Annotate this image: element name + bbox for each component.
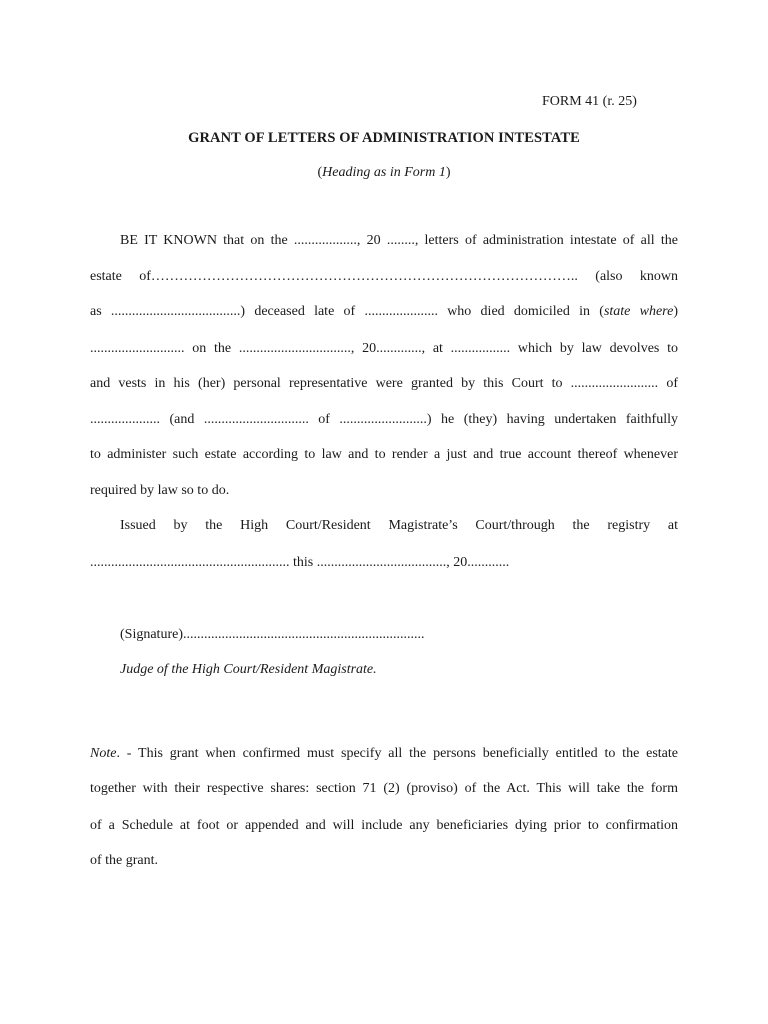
subtitle-open: ( xyxy=(317,165,323,180)
body-line-8: required by law so to do. xyxy=(90,483,230,498)
body-line-1: BE IT KNOWN that on the .................., 20 ........, letters of administration intestate of all the xyxy=(120,233,678,248)
body-line-2: estate of……………………………………………………………………………….. (also known xyxy=(90,269,678,284)
body-line-3-italic: state where xyxy=(603,304,674,319)
subtitle-close: ) xyxy=(445,165,451,180)
form-number: FORM 41 (r. 25) xyxy=(542,94,637,109)
body-line-6: .................... (and .............................. of .........................) he (they) having undertaken faithfully xyxy=(90,412,678,427)
subtitle-italic: Heading as in Form 1 xyxy=(322,165,446,180)
note-label: Note xyxy=(90,746,117,761)
body-line-4: ........................... on the ................................, 20............., at ................. which by law devolves to xyxy=(90,341,678,356)
document-subtitle xyxy=(90,164,678,182)
body-line-5: and vests in his (her) personal representative were granted by this Court to ......................... of xyxy=(90,376,678,391)
body-line-7: to administer such estate according to law and to render a just and true account thereof whenever xyxy=(90,447,678,462)
body-line-3-a: as .....................................) deceased late of ..................... who died domiciled in ( xyxy=(90,304,604,319)
note-line-2: together with their respective shares: section 71 (2) (proviso) of the Act. This will take the form xyxy=(90,781,678,796)
signature-line: (Signature)..................................................................... xyxy=(120,627,425,642)
body-line-9: Issued by the High Court/Resident Magistrate’s Court/through the registry at xyxy=(120,518,678,533)
note-line-1 xyxy=(90,744,678,764)
judge-title: Judge of the High Court/Resident Magistrate. xyxy=(120,662,377,677)
body-line-3-b: ) xyxy=(673,304,678,319)
note-line-4: of the grant. xyxy=(90,853,159,868)
note-line-3: of a Schedule at foot or appended and will include any beneficiaries dying prior to confirmation xyxy=(90,818,678,833)
body-line-3 xyxy=(90,302,678,322)
note-line-1-rest: . - This grant when confirmed must specify all the persons beneficially entitled to the estate xyxy=(116,746,678,761)
document-title: GRANT OF LETTERS OF ADMINISTRATION INTESTATE xyxy=(188,130,580,146)
body-line-10: ......................................................... this ....................................., 20............ xyxy=(90,555,510,570)
